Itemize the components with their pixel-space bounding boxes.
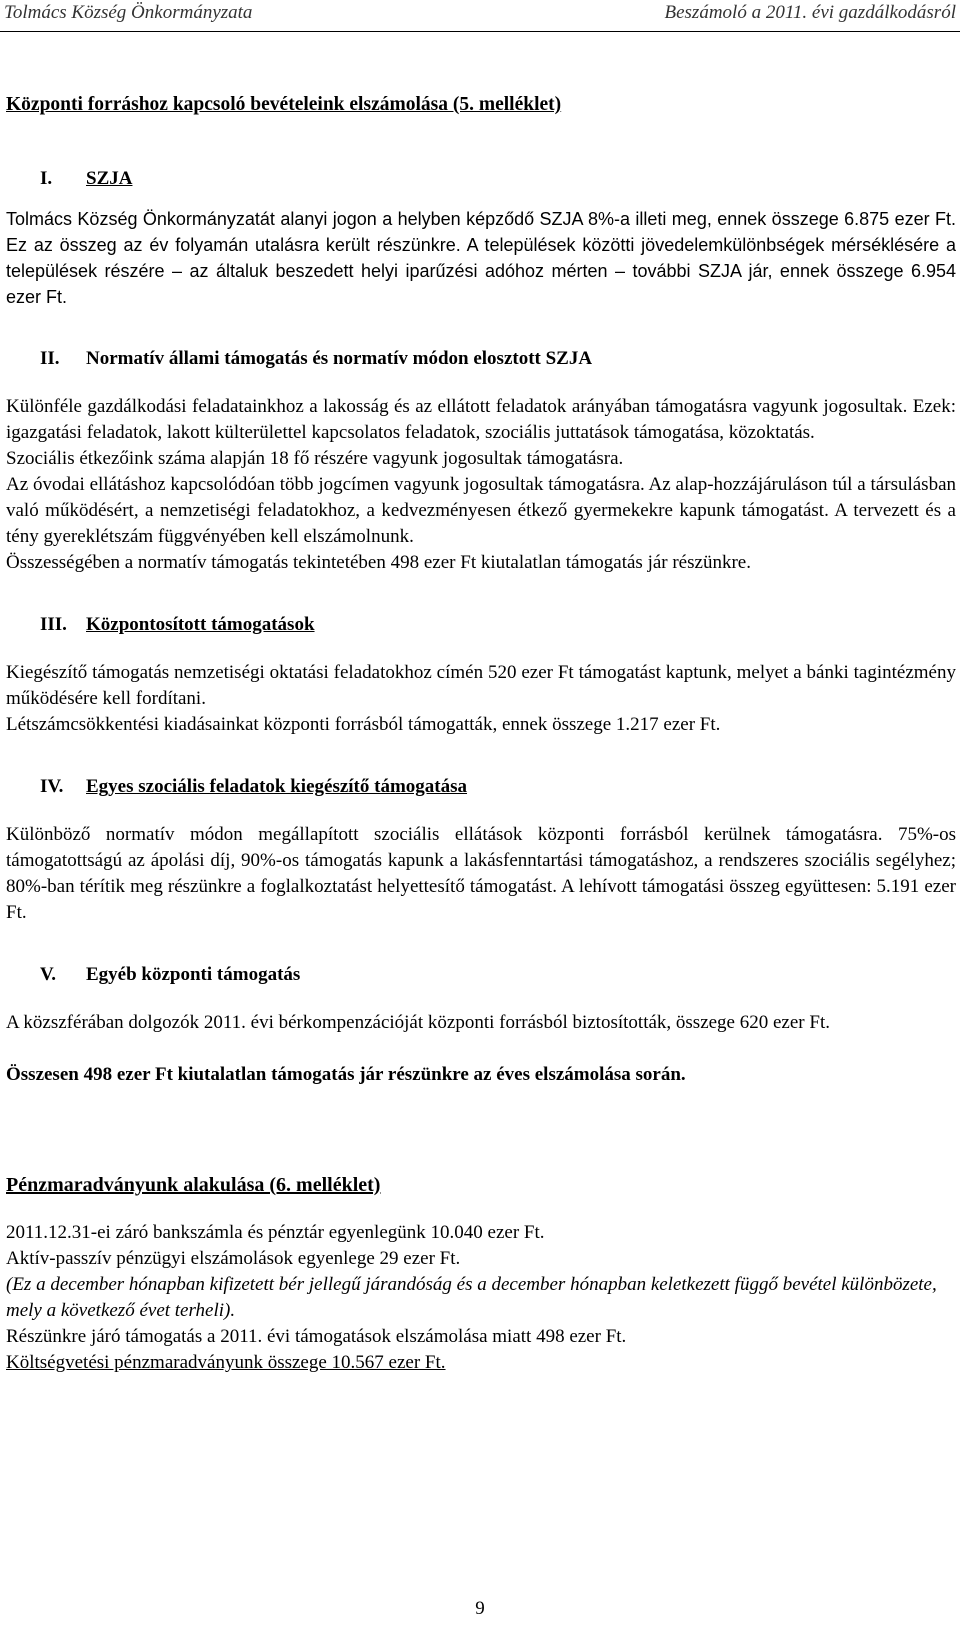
cash-line-grant: Részünkre járó támogatás a 2011. évi támogatások elszámolása miatt 498 ezer Ft. [6, 1326, 627, 1347]
section-title: SZJA [86, 168, 133, 189]
section-2-paragraph-3: Az óvodai ellátáshoz kapcsolódóan több jogcímen vagyunk jogosultak támogatásra. Az alap-hozzájáruláson túl a társulásban való működésért, a nemzetiségi feladatokhoz, a kedvezményesen étkező gyermekekre kapunk támogatást. A tervezett és a tény gyereklétszám függvényében kell elszámolnunk. [6, 474, 956, 547]
page-number: 9 [475, 1598, 485, 1619]
section-title: Központosított támogatások [86, 614, 315, 635]
section-title: Normatív állami támogatás és normatív módon elosztott SZJA [86, 348, 593, 369]
header-divider [0, 31, 960, 32]
cash-line-closing-balance: 2011.12.31-ei záró bankszámla és pénztár egyenlegünk 10.040 ezer Ft. [6, 1222, 545, 1243]
page-header [0, 0, 960, 40]
section-title: Egyes szociális feladatok kiegészítő támogatása [86, 776, 468, 797]
section-3-paragraph-1: Kiegészítő támogatás nemzetiségi oktatási feladatokhoz címén 520 ezer Ft támogatást kaptunk, melyet a bánki tagintézmény működésére kell fordítani. [6, 662, 956, 709]
section-title: Egyéb központi támogatás [86, 964, 301, 985]
cash-line-active-passive: Aktív-passzív pénzügyi elszámolások egyenlege 29 ezer Ft. [6, 1248, 461, 1269]
section-5-paragraph: A közszférában dolgozók 2011. évi bérkompenzációját központi forrásból biztosították, összege 620 ezer Ft. [6, 1012, 830, 1033]
document-body [6, 92, 956, 1376]
cash-line-total: Költségvetési pénzmaradványunk összege 10.567 ezer Ft. [6, 1352, 446, 1373]
section-2-paragraph-2: Szociális étkezőink száma alapján 18 fő részére vagyunk jogosultak támogatásra. [6, 448, 624, 469]
section-3-paragraph-2: Létszámcsökkentési kiadásainkat központi forrásból támogatták, ennek összege 1.217 ezer Ft. [6, 714, 721, 735]
cash-line-note: (Ez a december hónapban kifizetett bér jellegű járandóság és a december hónapban keletkezett függő bevétel különbözete, mely a következő évet terheli). [6, 1274, 937, 1321]
cash-section-title: Pénzmaradványunk alakulása (6. melléklet) [6, 1174, 381, 1196]
main-title: Központi forráshoz kapcsoló bevételeink elszámolása (5. melléklet) [6, 94, 562, 115]
section-1-paragraph: Tolmács Község Önkormányzatát alanyi jogon a helyben képződő SZJA 8%-a illeti meg, ennek összege 6.875 ezer Ft. Ez az összeg az év folyamán utalásra került részünkre. A települések közötti jövedelemkülönbségek mérséklésére a települések részére – az általuk beszedett helyi iparűzési adóhoz mérten – további SZJA jár, ennek összege 6.954 ezer Ft. [6, 209, 956, 307]
section-number: V. [40, 964, 57, 985]
header-report-title: Beszámoló a 2011. évi gazdálkodásról [664, 2, 956, 23]
section-number: II. [40, 348, 60, 369]
section-heading-2 [6, 346, 956, 372]
section-4-paragraph: Különböző normatív módon megállapított szociális ellátások központi forrásból kerülnek támogatásra. 75%-os támogatottságú az ápolási díj, 90%-os támogatás kapunk a lakásfenntartási támogatáshoz, a rendszeres szociális segélyhez; 80%-ban térítik meg részünkre a foglalkoztatást helyettesítő támogatást. A lehívott támogatási összeg együttesen: 5.191 ezer Ft. [6, 824, 956, 923]
section-number: III. [40, 614, 67, 635]
section-number: IV. [40, 776, 64, 797]
summary-statement: Összesen 498 ezer Ft kiutalatlan támogatás jár részünkre az éves elszámolása során. [6, 1064, 686, 1085]
section-heading-1 [6, 166, 956, 192]
section-2-paragraph-1: Különféle gazdálkodási feladatainkhoz a lakosság és az ellátott feladatok arányában támogatásra vagyunk jogosultak. Ezek: igazgatási feladatok, lakott külterülettel kapcsolatos feladatok, szociális juttatások támogatása, közoktatás. [6, 396, 956, 443]
section-heading-5 [6, 962, 956, 988]
section-heading-4 [6, 774, 956, 800]
header-organization: Tolmács Község Önkormányzata [4, 2, 253, 23]
section-2-paragraph-4: Összességében a normatív támogatás tekintetében 498 ezer Ft kiutalatlan támogatás jár részünkre. [6, 552, 751, 573]
section-number: I. [40, 168, 53, 189]
section-heading-3 [6, 612, 956, 638]
